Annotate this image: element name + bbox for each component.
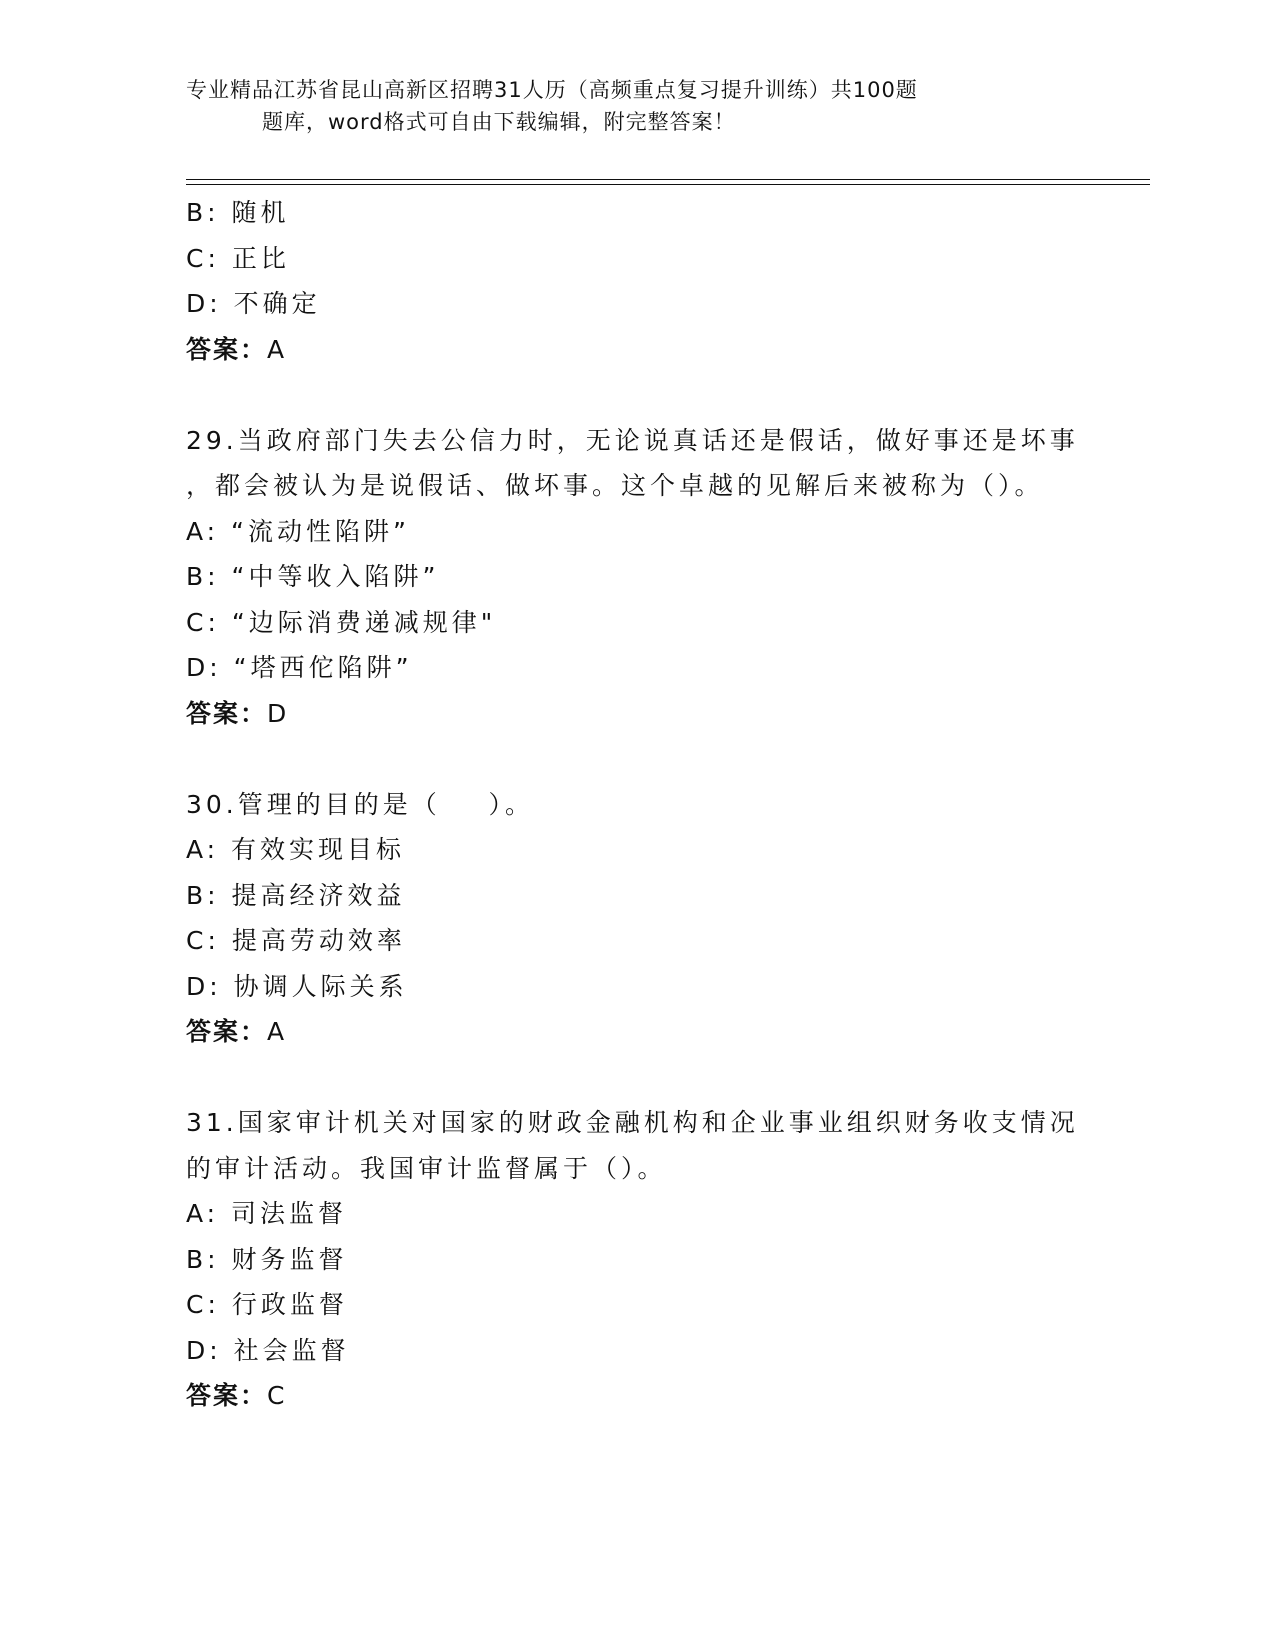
answer-line <box>186 1009 1086 1055</box>
answer-line <box>186 1373 1086 1419</box>
spacer <box>186 372 1086 418</box>
header-title-line1: 专业精品江苏省昆山高新区招聘31人历（高频重点复习提升训练）共100题 <box>186 78 918 102</box>
question-stem-line: ，都会被认为是说假话、做坏事。这个卓越的见解后来被称为（）。 <box>186 471 1044 500</box>
option-b: B: “中等收入陷阱” <box>186 562 440 591</box>
spacer <box>186 736 1086 782</box>
answer-line <box>186 691 1086 737</box>
question-29 <box>186 418 1086 737</box>
answer-value: C <box>267 1381 287 1410</box>
answer-label: 答案： <box>186 334 268 364</box>
option-c: C: 行政监督 <box>186 1290 348 1319</box>
answer-line <box>186 327 1086 373</box>
option-a: A: 司法监督 <box>186 1199 348 1228</box>
document-header <box>186 74 1046 138</box>
option-a: A: 有效实现目标 <box>186 835 406 864</box>
answer-label: 答案： <box>186 1381 268 1410</box>
question-31 <box>186 1100 1086 1419</box>
option-b: B: 随机 <box>186 198 290 227</box>
answer-value: A <box>267 1017 287 1046</box>
option-b: B: 财务监督 <box>186 1244 348 1274</box>
option-d: D: 社会监督 <box>186 1335 350 1365</box>
question-30 <box>186 782 1086 1055</box>
answer-value: D <box>267 698 289 728</box>
answer-label: 答案： <box>186 1017 268 1046</box>
document-body <box>186 190 1086 1419</box>
option-a: A: “流动性陷阱” <box>186 516 410 546</box>
option-d: D: 不确定 <box>186 289 321 318</box>
header-divider-top <box>186 179 1150 180</box>
question-28-continuation <box>186 190 1086 372</box>
option-c: C: 正比 <box>186 243 290 273</box>
option-c: C: “边际消费递减规律" <box>186 607 497 637</box>
option-b: B: 提高经济效益 <box>186 880 406 910</box>
option-d: D: “塔西佗陷阱” <box>186 653 413 682</box>
answer-value: A <box>267 334 287 364</box>
question-stem-line: 30.管理的目的是（ ）。 <box>186 789 535 819</box>
spacer <box>186 1055 1086 1101</box>
question-stem-line: 29.当政府部门失去公信力时，无论说真话还是假话，做好事还是坏事 <box>186 425 1079 455</box>
header-title-line2: 题库，word格式可自由下载编辑，附完整答案！ <box>262 110 736 134</box>
question-stem-line: 的审计活动。我国审计监督属于（）。 <box>186 1153 667 1183</box>
question-stem-line: 31.国家审计机关对国家的财政金融机构和企业事业组织财务收支情况 <box>186 1108 1079 1137</box>
option-d: D: 协调人际关系 <box>186 971 408 1001</box>
option-c: C: 提高劳动效率 <box>186 926 406 955</box>
answer-label: 答案： <box>186 698 268 728</box>
header-divider-bottom <box>186 184 1150 185</box>
